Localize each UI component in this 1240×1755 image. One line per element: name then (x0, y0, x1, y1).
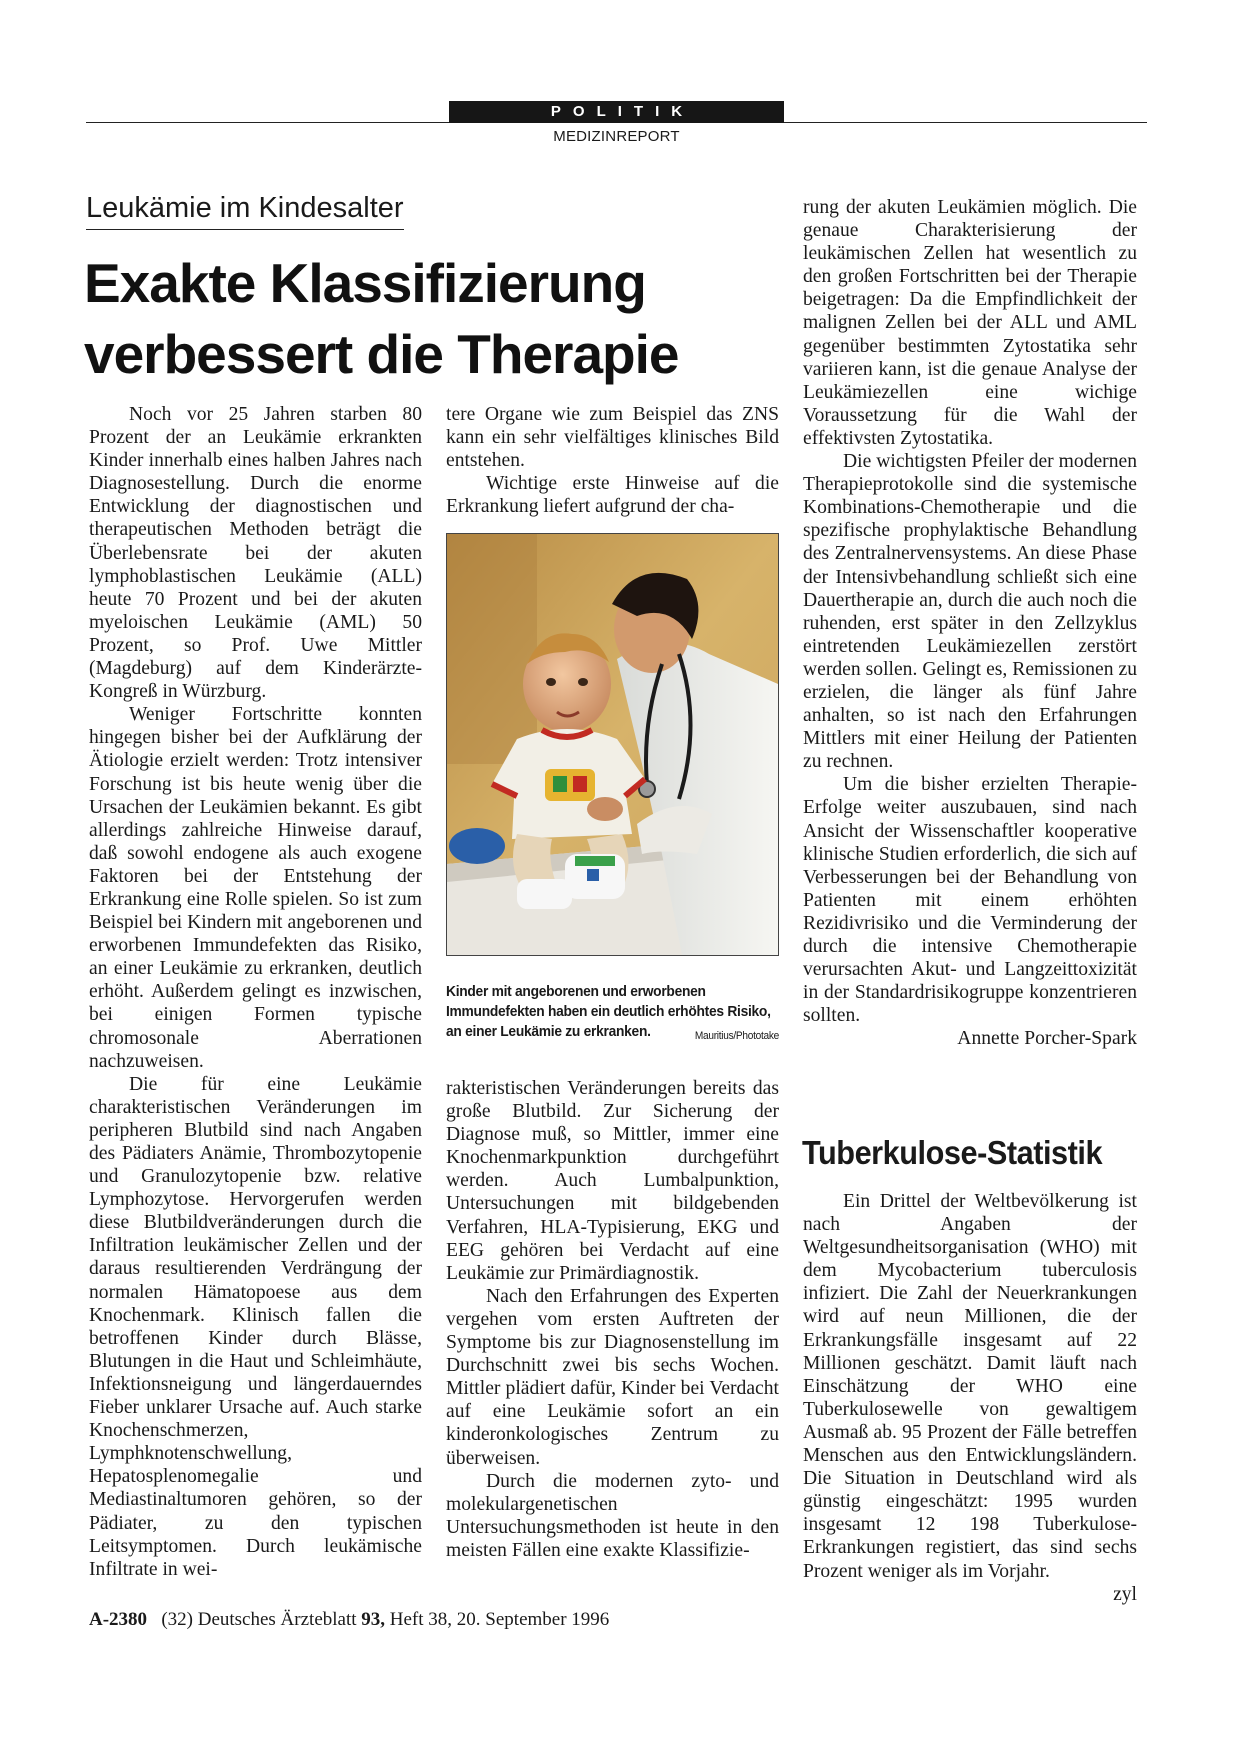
tuberculosis-heading: Tuberkulose-Statistik (802, 1134, 1103, 1171)
paragraph: Die für eine Leukämie charakteristischen Veränderungen im peripheren Blutbild sind nach Angaben des Pädiaters Anämie, Thrombozytopenie und Granulozytopenie bzw. relative Lymphozytose. Hervorgerufen werden diese Blutbildveränderungen durch die Infiltration leukämischer Zellen und der daraus resultierenden Verdrängung der normalen Hämatopoese aus dem Knochenmark. Klinisch fallen die betroffenen Kinder durch Blässe, Blutungen in die Haut und Schleimhäute, Infektionsneigung und längerdauerndes Fieber unklarer Ursache auf. Auch starke Knochenschmerzen, Lymphknotenschwellung, Hepatosplenomegalie und Mediastinaltumoren gehören, so der Pädiater, zu den typischen Leitsymptomen. Durch leukämische Infiltrate in wei- (89, 1073, 422, 1580)
page-footer (89, 1609, 609, 1631)
page-code: A-2380 (89, 1609, 148, 1630)
subsection-label: MEDIZINREPORT (553, 128, 680, 145)
paragraph: Ein Drittel der Weltbevölkerung ist nach Angaben der Weltgesundheitsorganisation (WHO) mit dem Mycobacterium tuberculosis infiziert. Die Zahl der Neuerkrankungen wird auf neun Millionen, die der Erkrankungsfälle insgesamt auf 22 Millionen geschätzt. Damit läuft nach Einschätzung der WHO eine Tuberkulosewelle von gewaltigem Ausmaß ab. 95 Prozent der Fälle betreffen Menschen aus den Entwicklungsländern. Die Situation in Deutschland wird als günstig eingeschätzt: 1995 wurden insgesamt 12 198 Tuberkulose-Erkrankungen registiert, das sind sechs Prozent weniger als im Vorjahr. (803, 1191, 1137, 1582)
paragraph: Durch die modernen zyto- und molekulargenetischen Untersuchungsmethoden ist heute in den meisten Fällen eine exakte Klassifizie- (446, 1470, 779, 1561)
page-in-issue: (32) (161, 1609, 193, 1630)
paragraph: Die wichtigsten Pfeiler der modernen Therapieprotokolle sind die systemische Kombinations-Chemotherapie und die spezifische prophylaktische Behandlung des Zentralnervensystems. An diese Phase der Intensivbehandlung schließt sich eine Dauertherapie an, durch die auch noch die ruhenden, erst später in den Zellzyklus eintretenden Leukämiezellen zerstört werden sollen. Gelingt es, Remissionen zu erzielen, die länger als fünf Jahre anhalten, so ist nach den Erfahrungen Mittlers mit einer Heilung der Patienten zu rechnen. (803, 451, 1137, 773)
issue-date: Heft 38, 20. September 1996 (389, 1609, 610, 1630)
author-initials: zyl (1113, 1583, 1137, 1605)
tuberculosis-body (803, 1190, 1137, 1606)
paragraph: tere Organe wie zum Beispiel das ZNS kann ein sehr vielfältiges klinisches Bild entstehen. (446, 404, 779, 472)
section-label: POLITIK (449, 101, 784, 123)
body-column-3 (803, 196, 1137, 1050)
paragraph: Nach den Erfahrungen des Experten vergehen vom ersten Auftreten der Symptome bis zur Diagnosenstellung im Durchschnitt zwei bis sechs Wochen. Mittler plädiert dafür, Kinder bei Verdacht auf eine Leukämie sofort an ein kinderonkologisches Zentrum zu überweisen. (446, 1285, 779, 1469)
article-headline: Exakte Klassifizierung verbessert die Therapie (84, 252, 679, 385)
body-column-2-top (446, 403, 779, 518)
caption-text: Kinder mit angeborenen und erworbenen Immundefekten haben ein deutlich erhöhtes Risiko, an einer Leukämie zu erkranken. (446, 983, 771, 1040)
paragraph: Noch vor 25 Jahren starben 80 Prozent der an Leukämie erkrankten Kinder innerhalb eines halben Jahres nach Diagnosestellung. Durch die enorme Entwicklung der diagnostischen und therapeutischen Methoden beträgt die Überlebensrate bei der akuten lymphoblastischen Leukämie (ALL) heute 70 Prozent und bei der akuten myeloischen Leukämie (AML) 50 Prozent, so Prof. Uwe Mittler (Magdeburg) auf dem Kinderärzte-Kongreß in Würzburg. (89, 404, 422, 703)
volume-number: 93, (361, 1609, 386, 1630)
paragraph: Wichtige erste Hinweise auf die Erkrankung liefert aufgrund der cha- (446, 473, 779, 518)
paragraph: rung der akuten Leukämien möglich. Die genaue Charakterisierung der leukämischen Zellen hat wesentlich zu den großen Fortschritten bei der Therapie beigetragen: Da die Empfindlichkeit der malignen Zellen bei der ALL und AML gegenüber bestimmten Zytostatika sehr variieren kann, ist die genaue Analyse der Leukämiezellen eine wichige Voraussetzung für die Wahl der effektivsten Zytostatika. (803, 197, 1137, 449)
body-column-2-bottom (446, 1077, 779, 1562)
author-line (803, 1027, 1137, 1050)
doctor-child-photo (447, 534, 778, 955)
journal-name: Deutsches Ärzteblatt (197, 1609, 357, 1630)
author-name: Annette Porcher-Spark (957, 1028, 1137, 1050)
article-photo (446, 533, 779, 956)
body-column-1 (89, 403, 422, 1581)
author-line (803, 1583, 1137, 1606)
paragraph: rakteristischen Veränderungen bereits das große Blutbild. Zur Sicherung der Diagnose muß, so Mittler, immer eine Knochenmarkpunktion durchgeführt werden. Auch Lumbalpunktion, Untersuchungen mit bildgebenden Verfahren, HLA-Typisierung, EKG und EEG gehören bei Verdacht auf eine Leukämie zur Primärdiagnostik. (446, 1078, 779, 1284)
photo-caption (446, 982, 779, 1046)
paragraph: Weniger Fortschritte konnten hingegen bisher bei der Aufklärung der Ätiologie erzielt werden: Trotz intensiver Forschung ist bis heute wenig über die Ursachen der Leukämien bekannt. Es gibt allerdings zahlreiche Hinweise darauf, daß sowohl endogene als auch exogene Faktoren bei der Entstehung der Erkrankung eine Rolle spielen. So ist zum Beispiel bei Kindern mit angeborenen und erworbenen Immundefekten das Risiko, an einer Leukämie zu erkranken, deutlich erhöht. Außerdem gelingt es inzwischen, bei einigen Formen typische chromosonale Aberrationen nachzuweisen. (89, 704, 422, 1072)
article-kicker: Leukämie im Kindesalter (86, 190, 404, 230)
photo-credit: Mauritius/Phototake (694, 1030, 780, 1042)
paragraph: Um die bisher erzielten Therapie-Erfolge weiter auszubauen, sind nach Ansicht der Wissenschaftler kooperative klinische Studien erforderlich, die sich auf Verbesserungen bei der Behandlung von Patienten mit einem erhöhten Rezidivrisiko und die Verminderung der durch die intensive Chemotherapie verursachten Akut- und Langzeittoxizität in der Standardrisikogruppe konzentrieren sollten. (803, 774, 1137, 1027)
